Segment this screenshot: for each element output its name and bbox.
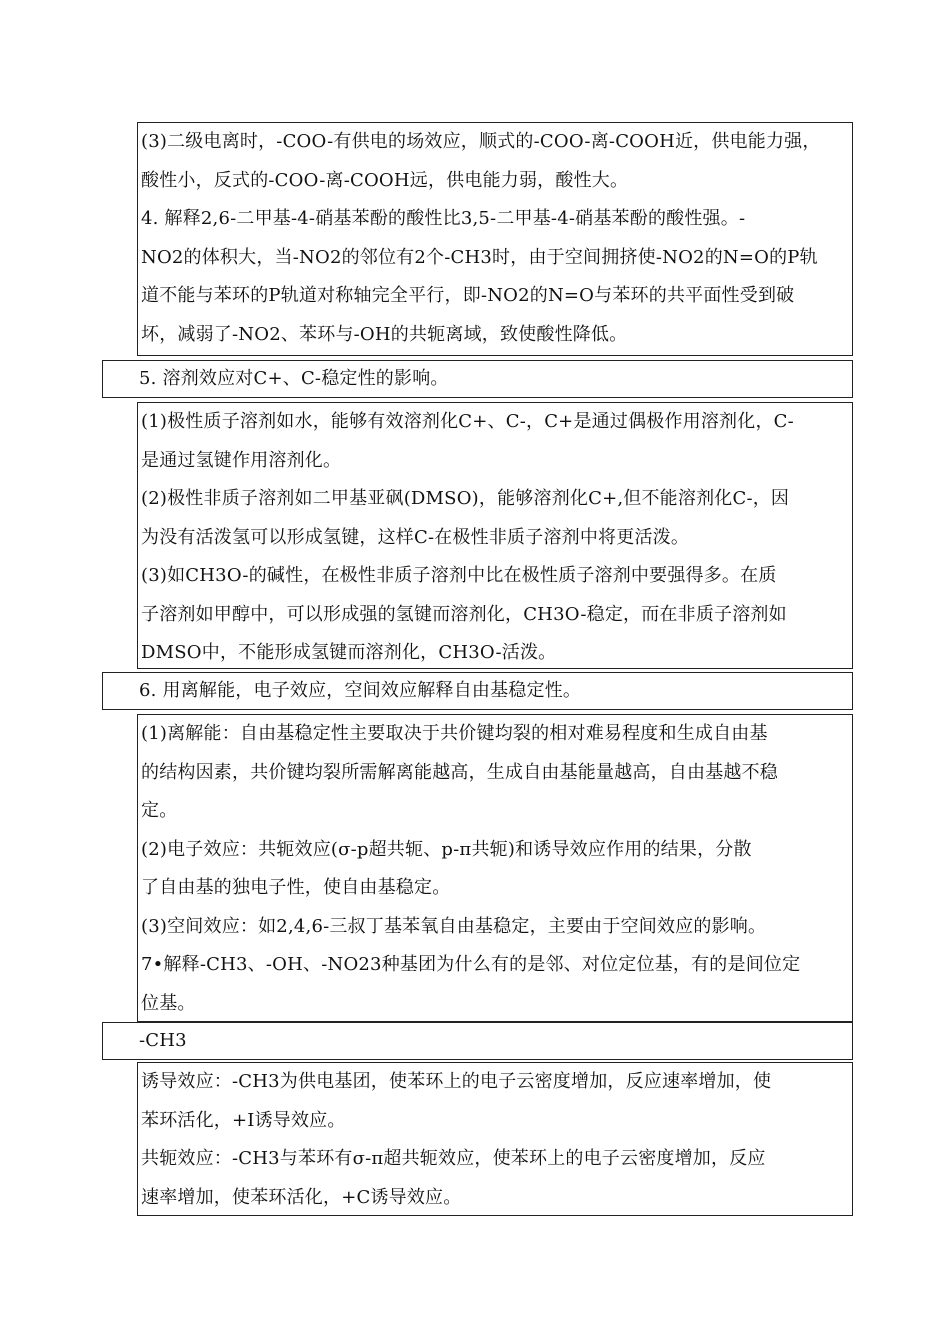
section-header-5 — [102, 360, 853, 398]
section-header-text: 5. 溶剂效应对C+、C-稳定性的影响。 — [139, 368, 449, 389]
text-line: 道不能与苯环的P轨道对称轴完全平行，即-NO2的N=O与苯环的共平面性受到破 — [141, 285, 795, 306]
content-block-2 — [137, 402, 853, 669]
text-line: 4. 解释2,6-二甲基-4-硝基苯酚的酸性比3,5-二甲基-4-硝基苯酚的酸性强。- — [141, 208, 746, 229]
text-line: 共轭效应：-CH3与苯环有σ-π超共轭效应，使苯环上的电子云密度增加，反应 — [141, 1148, 766, 1169]
text-line: 是通过氢键作用溶剂化。 — [141, 449, 342, 471]
text-line: 子溶剂如甲醇中，可以形成强的氢键而溶剂化，CH3O-稳定，而在非质子溶剂如 — [141, 603, 787, 625]
text-line: 的结构因素，共价键均裂所需解离能越高，生成自由基能量越高，自由基越不稳 — [141, 761, 778, 783]
text-line: NO2的体积大，当-NO2的邻位有2个-CH3时，由于空间拥挤使-NO2的N=O的P轨 — [141, 246, 818, 268]
text-line: (2)极性非质子溶剂如二甲基亚砜(DMSO)，能够溶剂化C+,但不能溶剂化C-，因 — [141, 488, 790, 509]
text-line: 诱导效应：-CH3为供电基团，使苯环上的电子云密度增加，反应速率增加，使 — [141, 1071, 772, 1092]
section-header-6 — [102, 672, 853, 710]
text-line: (3)如CH3O-的碱性，在极性非质子溶剂中比在极性质子溶剂中要强得多。在质 — [141, 565, 777, 586]
text-line: 为没有活泼氢可以形成氢键，这样C-在极性非质子溶剂中将更活泼。 — [141, 526, 690, 548]
text-line: 了自由基的独电子性，使自由基稳定。 — [141, 877, 451, 898]
text-line: 苯环活化，+I诱导效应。 — [141, 1109, 346, 1131]
text-line: DMSO中，不能形成氢键而溶剂化，CH3O-活泼。 — [141, 642, 557, 663]
content-block-1 — [137, 122, 853, 356]
section-header-text: 6. 用离解能，电子效应，空间效应解释自由基稳定性。 — [139, 680, 582, 701]
text-line: (1)离解能：自由基稳定性主要取决于共价键均裂的相对难易程度和生成自由基 — [141, 723, 768, 744]
content-block-4 — [137, 1062, 853, 1216]
text-line: 速率增加，使苯环活化，+C诱导效应。 — [141, 1186, 462, 1208]
text-line: 坏，减弱了-NO2、苯环与-OH的共轭离域，致使酸性降低。 — [141, 323, 628, 345]
text-line: 7•解释-CH3、-OH、-NO23种基团为什么有的是邻、对位定位基，有的是间位定 — [141, 954, 801, 975]
text-line: 位基。 — [141, 992, 196, 1014]
content-block-3 — [137, 714, 853, 1022]
section-header-ch3 — [102, 1022, 853, 1060]
text-line: (3)二级电离时，-COO-有供电的场效应，顺式的-COO-离-COOH近，供电能力强， — [141, 131, 821, 152]
text-line: 酸性小，反式的-COO-离-COOH远，供电能力弱，酸性大。 — [141, 169, 629, 191]
text-line: (2)电子效应：共轭效应(σ-p超共轭、p-π共轭)和诱导效应作用的结果，分散 — [141, 838, 752, 860]
text-line: 定。 — [141, 800, 178, 821]
section-header-text: -CH3 — [139, 1030, 187, 1051]
text-line: (3)空间效应：如2,4,6-三叔丁基苯氧自由基稳定，主要由于空间效应的影响。 — [141, 915, 767, 937]
text-line: (1)极性质子溶剂如水，能够有效溶剂化C+、C-，C+是通过偶极作用溶剂化，C- — [141, 411, 794, 432]
